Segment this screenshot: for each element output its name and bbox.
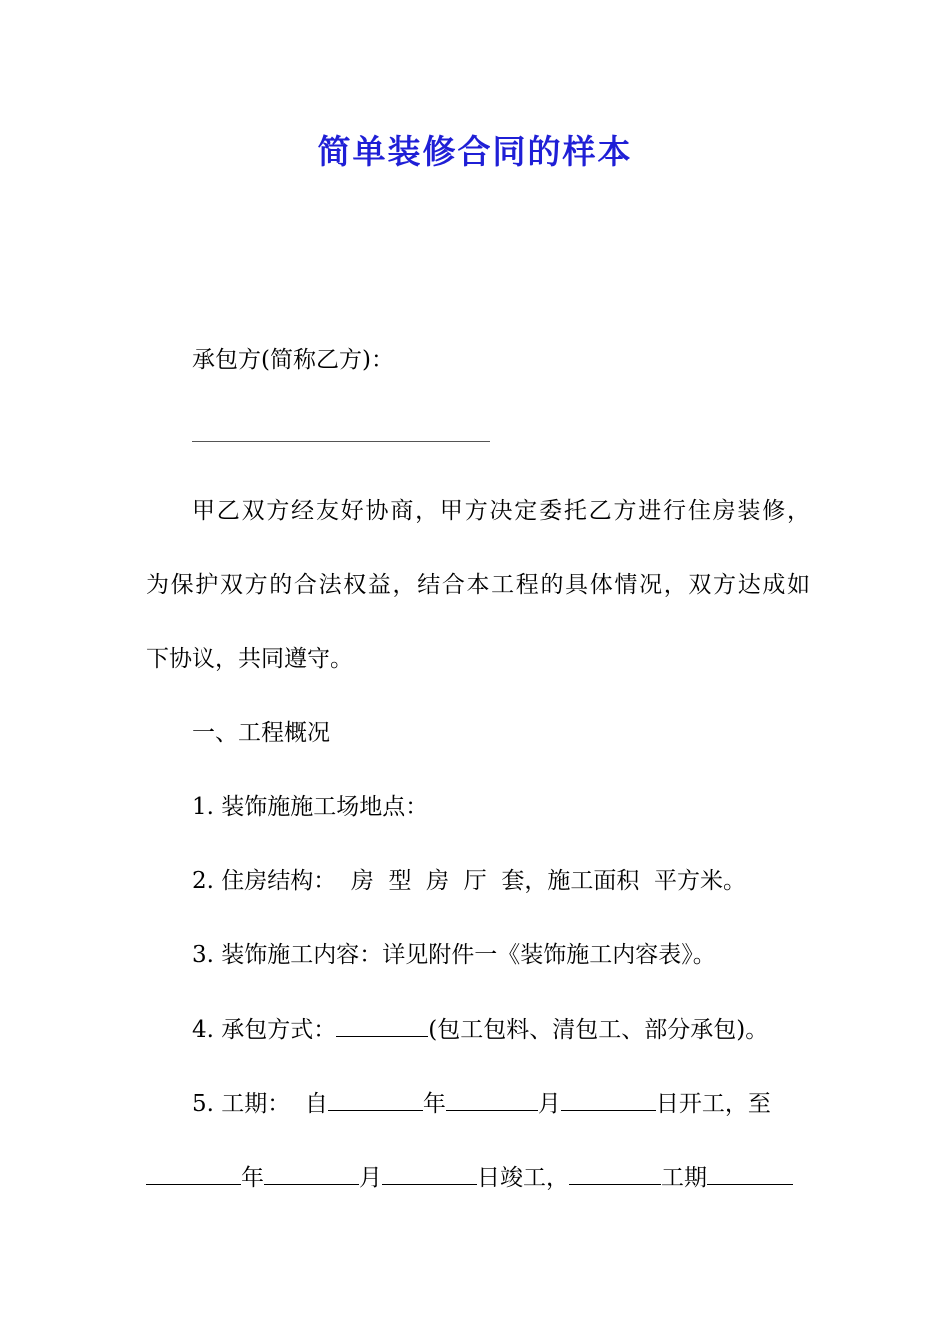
end-month-blank	[264, 1162, 359, 1185]
item-contract-method	[192, 1012, 810, 1048]
start-year-blank	[328, 1088, 423, 1111]
schedule-label: 5. 工期： 自	[192, 1091, 328, 1117]
intro-paragraph-line-2: 为保护双方的合法权益，结合本工程的具体情况，双方达成如	[146, 572, 810, 598]
contract-method-blank	[336, 1014, 428, 1037]
start-day-label: 日开工，至	[655, 1091, 771, 1117]
start-month-blank	[446, 1088, 538, 1111]
start-day-blank	[561, 1088, 656, 1111]
period-label: 工期	[661, 1165, 707, 1191]
start-year-label: 年	[422, 1091, 446, 1117]
end-day-label: 日竣工，	[477, 1165, 569, 1191]
item-schedule-line-2	[146, 1160, 810, 1196]
document-title: 简单装修合同的样本	[317, 132, 633, 171]
period-prefix-blank	[569, 1162, 661, 1185]
end-day-blank	[382, 1162, 477, 1185]
contract-method-label: 4. 承包方式：	[192, 1017, 337, 1043]
section-heading-project-overview: 一、工程概况	[192, 720, 330, 746]
item-housing-structure: 2. 住房结构： 房 型 房 厅 套，施工面积 平方米。	[192, 868, 746, 894]
end-year-label: 年	[241, 1165, 264, 1191]
intro-paragraph-line-1: 甲乙双方经友好协商，甲方决定委托乙方进行住房装修，	[192, 498, 810, 524]
end-year-blank	[146, 1162, 241, 1185]
item-construction-site: 1. 装饰施施工场地点：	[192, 794, 429, 820]
item-schedule-line-1	[192, 1086, 810, 1122]
item-construction-content: 3. 装饰施工内容：详见附件一《装饰施工内容表》。	[192, 942, 716, 968]
start-month-label: 月	[537, 1091, 561, 1117]
contractor-name-blank-line	[192, 441, 490, 442]
contract-method-options: (包工包料、清包工、部分承包)。	[428, 1017, 769, 1043]
end-month-label: 月	[359, 1165, 382, 1191]
period-blank	[707, 1162, 793, 1185]
contractor-label: 承包方(简称乙方)：	[192, 347, 394, 373]
intro-paragraph-line-3: 下协议，共同遵守。	[146, 646, 353, 672]
